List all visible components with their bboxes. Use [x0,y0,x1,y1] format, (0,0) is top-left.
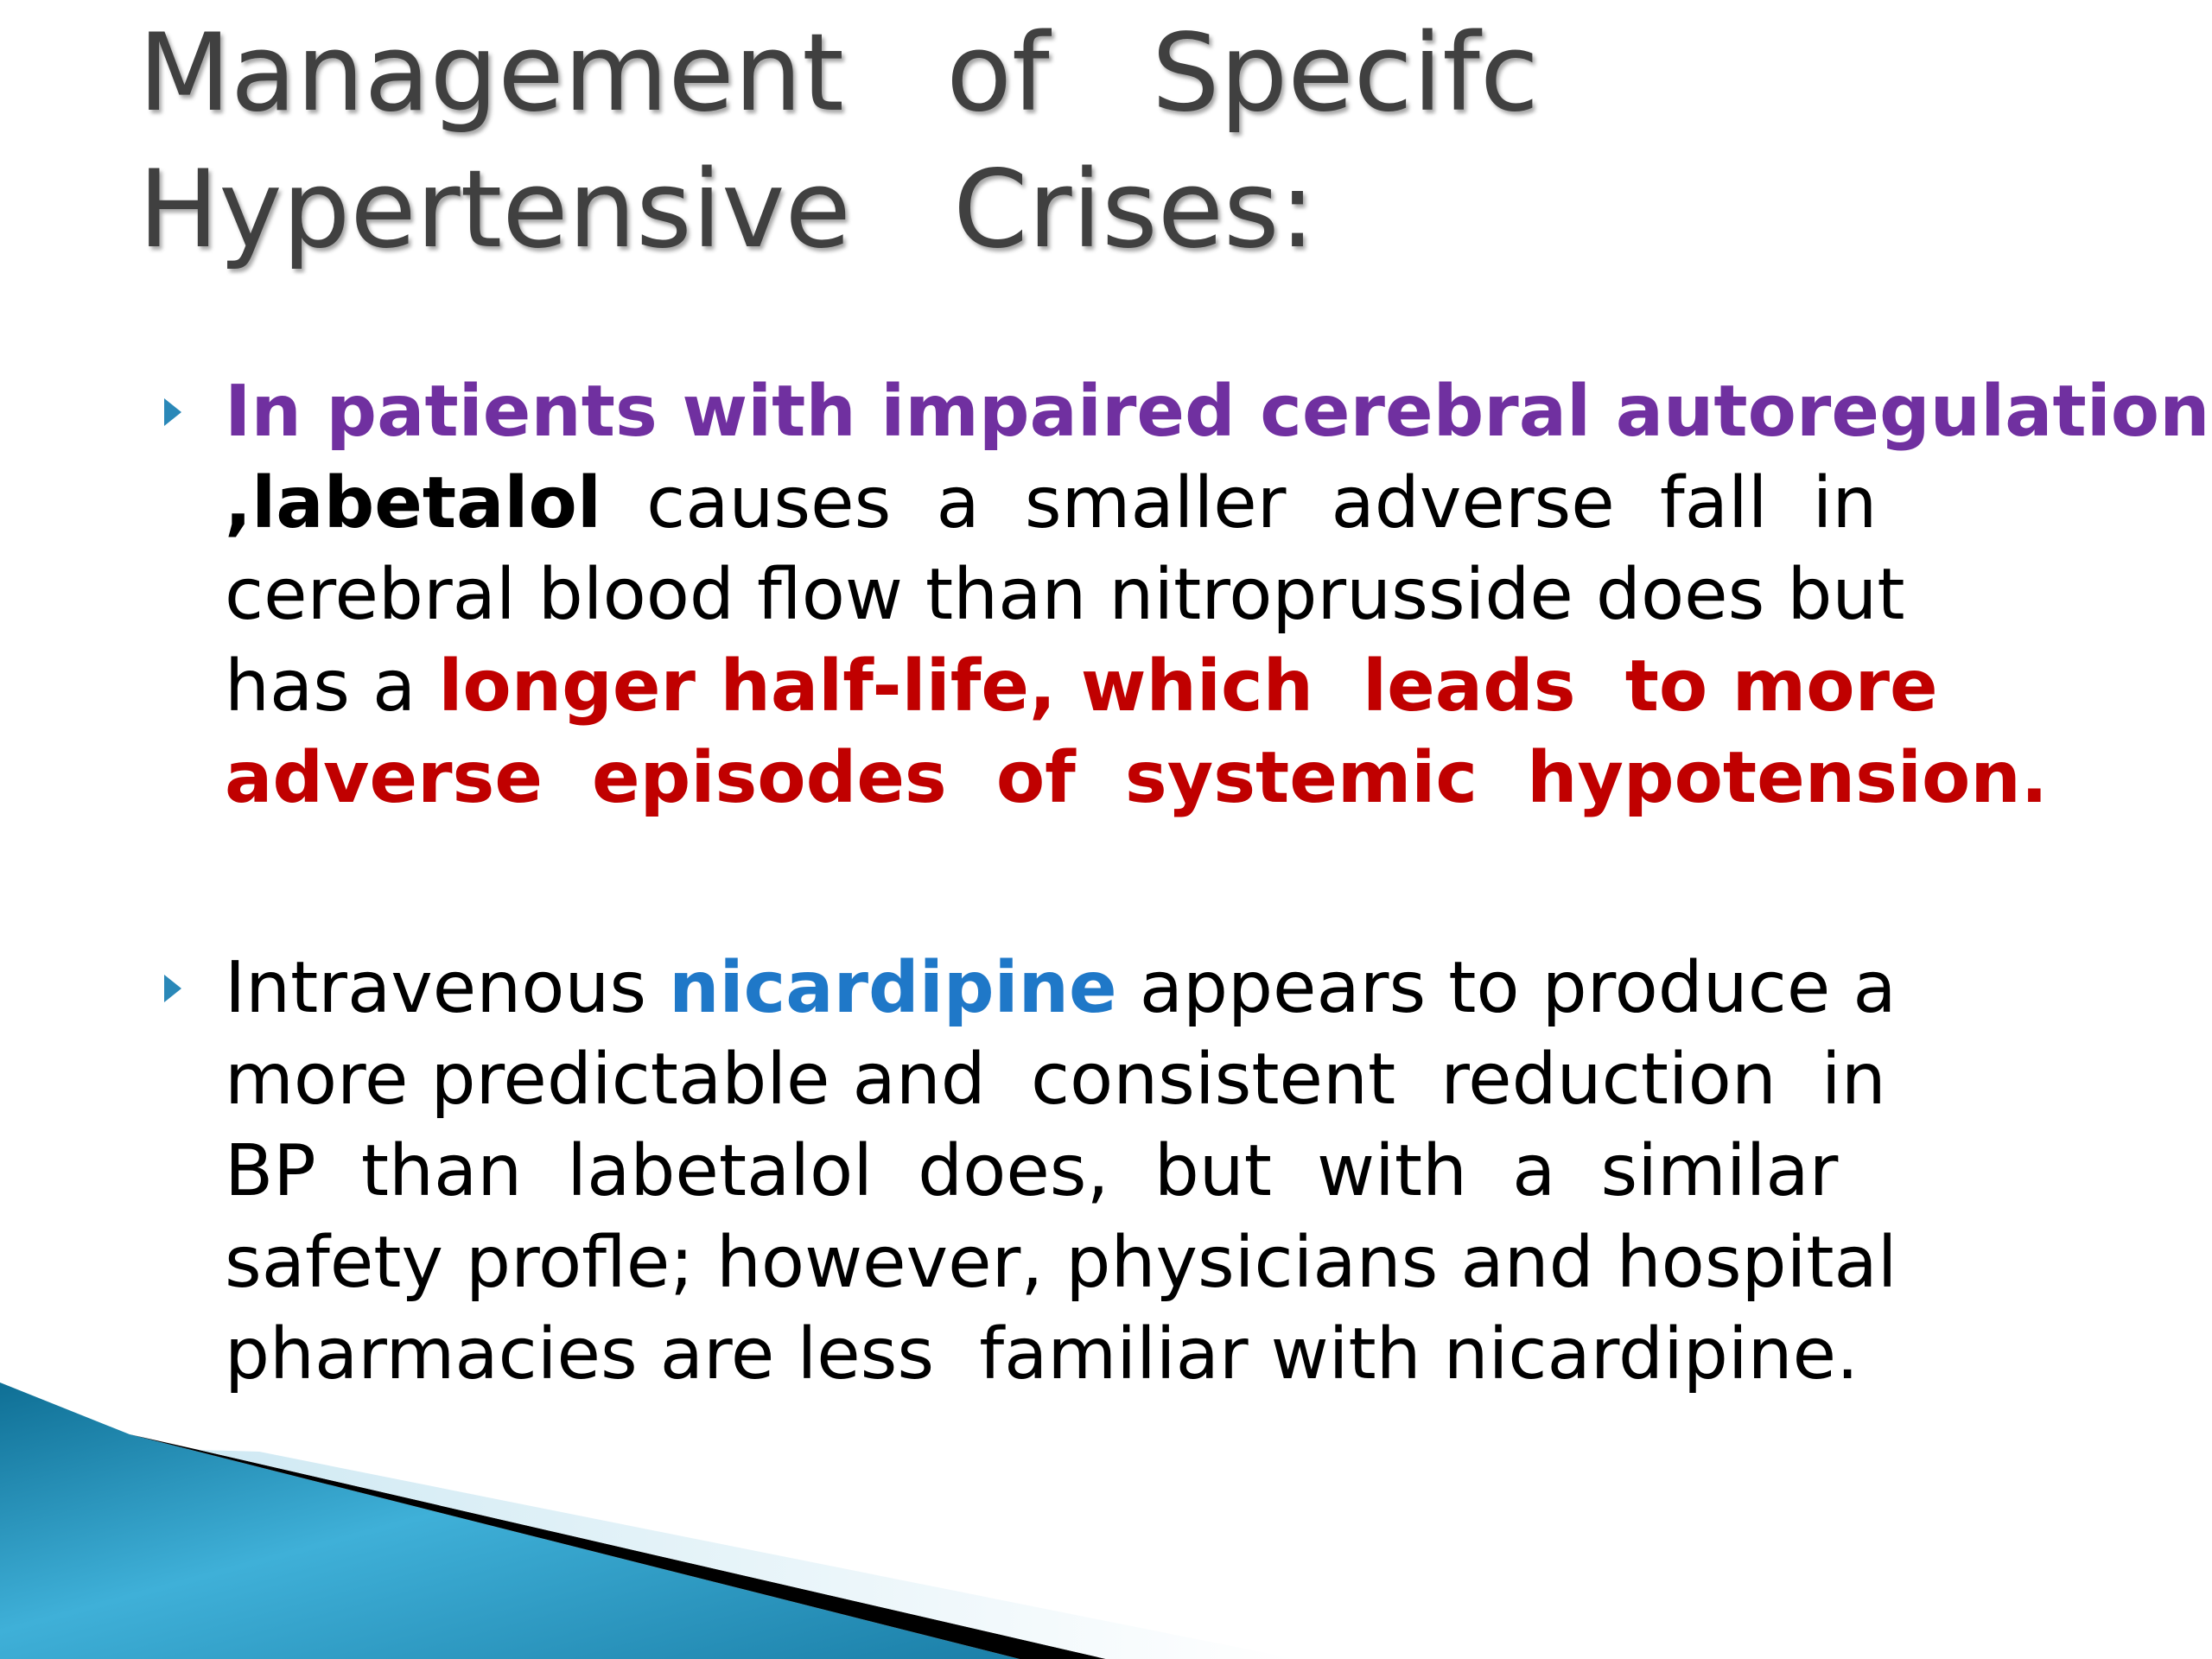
bullet-text-segment: safety profle; however, physicians and hospital [225,1222,1897,1304]
bullet-text-segment: causes a smaller adverse fall in [601,462,1878,544]
bullet-line [225,943,1897,1034]
triangle-right-icon [164,975,181,1002]
bullet-line [225,733,2210,824]
bullet-line [225,641,2210,733]
bullet-text-segment: pharmacies are less familiar with nicardipine. [225,1313,1859,1395]
bullet-text-segment: In patients with impaired cerebral autoregulation [225,371,2210,453]
bullet-text-segment: appears to produce a [1116,947,1897,1029]
slide-title-line-1: Management of Specifc [138,11,1540,136]
bullet-text-segment: BP than labetalol does, but with a similar [225,1130,1839,1212]
bullet-line [225,550,2210,641]
bullet-text-segment: adverse episodes of systemic hypotension. [225,737,2048,819]
bullet-text-segment: longer half-life, which leads to more [438,645,1938,728]
bullet-item [225,943,1897,1401]
bullet-text-segment: ,labetalol [225,462,601,544]
bullet-item [225,366,2210,824]
corner-decoration [0,1382,2212,1659]
bullet-line [225,1034,1897,1126]
bullet-line [225,1217,1897,1309]
slide-title-line-2: Hypertensive Crises: [138,148,1316,272]
bullet-text-segment: more predictable and consistent reduction in [225,1039,1886,1121]
bullet-line [225,1126,1897,1217]
bullet-text-segment: Intravenous [225,947,670,1029]
bullet-text-segment: has a [225,645,439,728]
bullet-text-segment: cerebral blood flow than nitroprusside does but [225,554,1905,636]
bullet-line [225,366,2210,458]
bullet-line [225,458,2210,550]
triangle-right-icon [164,398,181,426]
bullet-text-segment: nicardipine [669,947,1117,1029]
